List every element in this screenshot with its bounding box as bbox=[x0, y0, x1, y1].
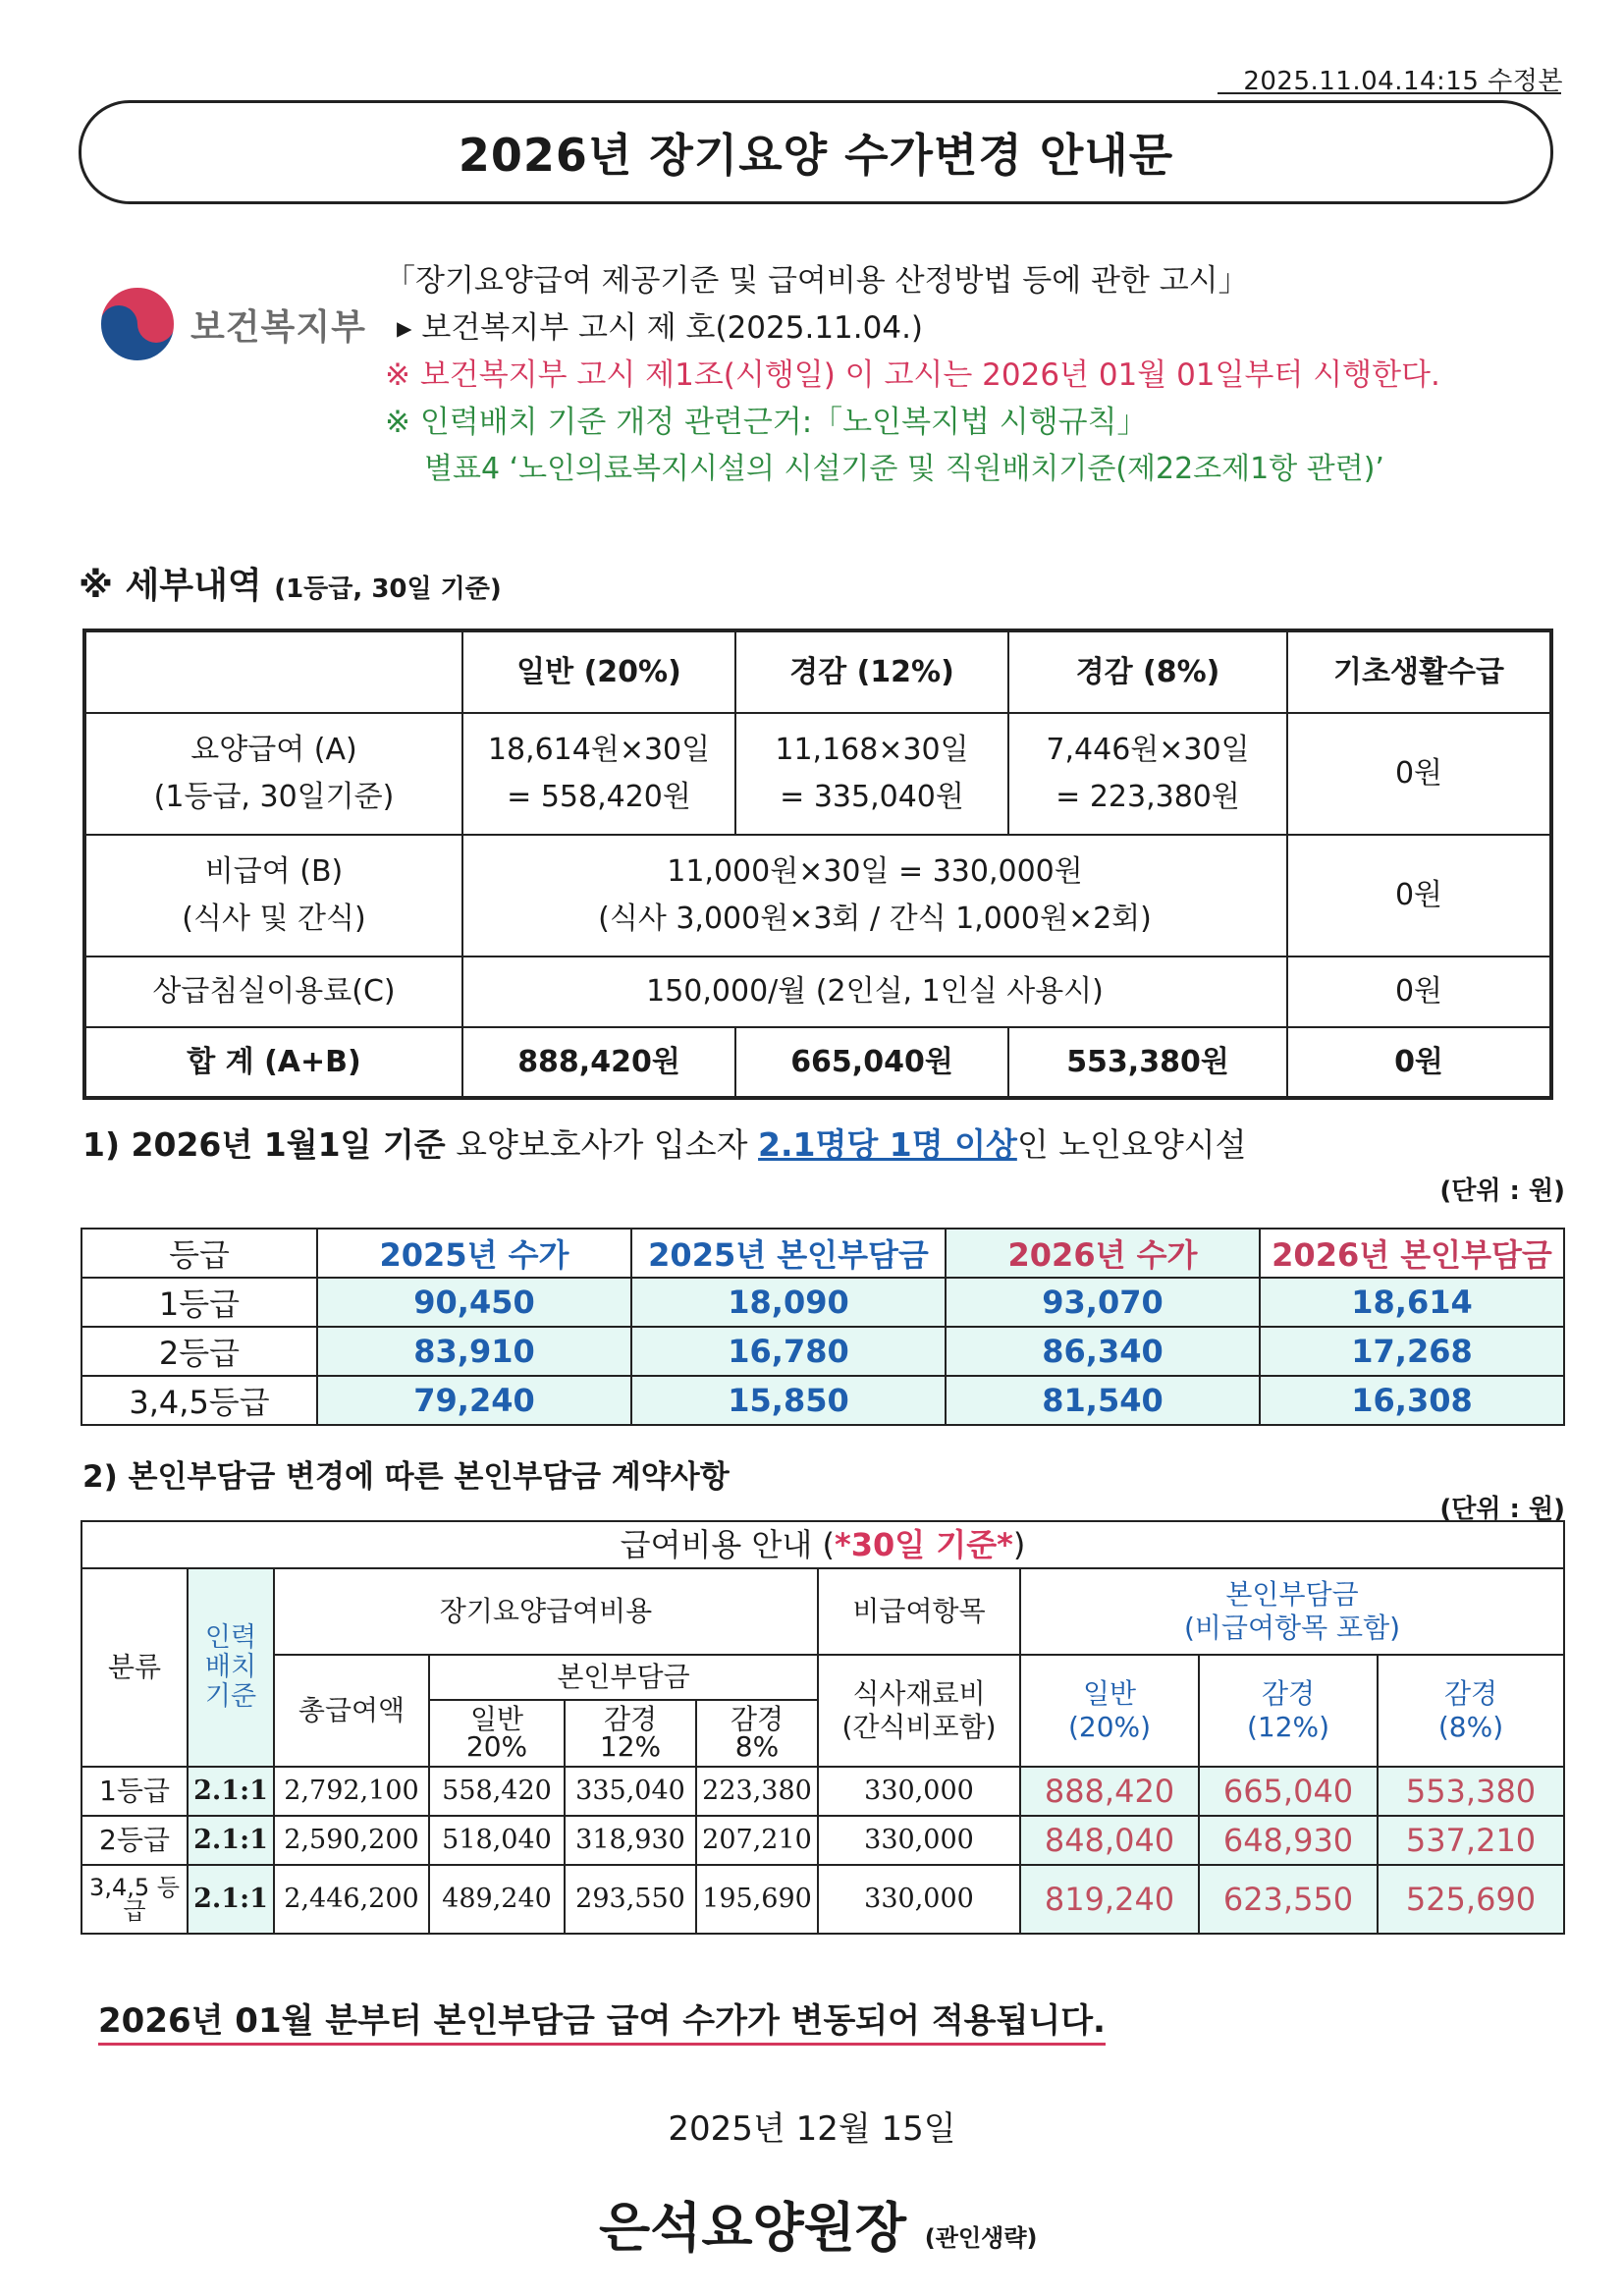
page-title: 2026년 장기요양 수가변경 안내문 bbox=[458, 129, 1174, 182]
taegeuk-icon bbox=[98, 285, 177, 363]
divider bbox=[1218, 92, 1561, 94]
table-header: 장기요양급여비용 bbox=[274, 1568, 818, 1655]
table-row bbox=[81, 1816, 1564, 1865]
cell: 86,340 bbox=[946, 1327, 1260, 1376]
table-header: 2025년 수가 bbox=[317, 1229, 631, 1278]
cell: 623,550 bbox=[1199, 1865, 1378, 1934]
table-header: 2026년 본인부담금 bbox=[1260, 1229, 1564, 1278]
cell: 648,930 bbox=[1199, 1816, 1378, 1865]
cell: 888,420원 bbox=[462, 1027, 735, 1098]
cell: 330,000 bbox=[818, 1816, 1020, 1865]
table-row bbox=[81, 1767, 1564, 1816]
cell: 293,550 bbox=[565, 1865, 696, 1934]
row-label: 상급침실이용료(C) bbox=[84, 957, 462, 1027]
cell: 335,040 bbox=[565, 1767, 696, 1816]
fee-table bbox=[81, 1228, 1565, 1426]
cell: 0원 bbox=[1287, 713, 1551, 835]
table-header: 식사재료비 (간식비포함) bbox=[818, 1655, 1020, 1767]
table-row bbox=[84, 713, 1551, 835]
cell: 16,780 bbox=[631, 1327, 946, 1376]
cell: 2,792,100 bbox=[274, 1767, 429, 1816]
table-header: 2025년 본인부담금 bbox=[631, 1229, 946, 1278]
notice-line: ※ 보건복지부 고시 제1조(시행일) 이 고시는 2026년 01월 01일부터 시행한다. bbox=[385, 357, 1440, 393]
cell: 2.1:1 bbox=[188, 1865, 274, 1934]
cell: 207,210 bbox=[696, 1816, 818, 1865]
cell: 90,450 bbox=[317, 1278, 631, 1327]
title-box bbox=[79, 100, 1553, 204]
cell: 16,308 bbox=[1260, 1376, 1564, 1425]
cell: 11,168×30일 = 335,040원 bbox=[735, 713, 1008, 835]
ministry-logo bbox=[98, 285, 366, 363]
detail-heading-note: (1등급, 30일 기준) bbox=[274, 574, 502, 604]
grade-cell: 1등급 bbox=[81, 1278, 317, 1327]
cell: 195,690 bbox=[696, 1865, 818, 1934]
cell: 79,240 bbox=[317, 1376, 631, 1425]
cell: 7,446원×30일 = 223,380원 bbox=[1008, 713, 1287, 835]
table-header: 기초생활수급 bbox=[1287, 630, 1551, 713]
table-header-row bbox=[81, 1229, 1564, 1278]
table-header: 등급 bbox=[81, 1229, 317, 1278]
cell: 2.1:1 bbox=[188, 1816, 274, 1865]
unit-label: (단위 : 원) bbox=[1439, 1495, 1565, 1524]
contract-table bbox=[81, 1520, 1565, 1935]
table-row bbox=[84, 835, 1551, 957]
cell: 0원 bbox=[1287, 957, 1551, 1027]
section2-heading: 2) 본인부담금 변경에 따른 본인부담금 계약사항 bbox=[82, 1459, 730, 1495]
cell: 665,040원 bbox=[735, 1027, 1008, 1098]
cell: 150,000/월 (2인실, 1인실 사용시) bbox=[462, 957, 1287, 1027]
table-row bbox=[81, 1327, 1564, 1376]
table-header: 비급여항목 bbox=[818, 1568, 1020, 1655]
cell: 223,380 bbox=[696, 1767, 818, 1816]
grade-cell: 1등급 bbox=[81, 1767, 188, 1816]
table-header: 일반 (20%) bbox=[462, 630, 735, 713]
table-header: 총급여액 bbox=[274, 1655, 429, 1767]
cell: 330,000 bbox=[818, 1865, 1020, 1934]
cell: 819,240 bbox=[1020, 1865, 1199, 1934]
grade-cell: 3,4,5등급 bbox=[81, 1376, 317, 1425]
row-label: 합 계 (A+B) bbox=[84, 1027, 462, 1098]
table-header: 경감 (12%) bbox=[735, 630, 1008, 713]
cell: 553,380원 bbox=[1008, 1027, 1287, 1098]
unit-label: (단위 : 원) bbox=[1439, 1176, 1565, 1206]
version-stamp: 2025.11.04.14:15 수정본 bbox=[1243, 67, 1563, 96]
table-header: 본인부담금 (비급여항목 포함) bbox=[1020, 1568, 1564, 1655]
cell: 553,380 bbox=[1378, 1767, 1564, 1816]
cell: 81,540 bbox=[946, 1376, 1260, 1425]
table-header: 감경 (12%) bbox=[1199, 1655, 1378, 1767]
table-header: 경감 (8%) bbox=[1008, 630, 1287, 713]
cell: 665,040 bbox=[1199, 1767, 1378, 1816]
total-row bbox=[84, 1027, 1551, 1098]
cell: 18,614 bbox=[1260, 1278, 1564, 1327]
table-header: 2026년 수가 bbox=[946, 1229, 1260, 1278]
cell: 537,210 bbox=[1378, 1816, 1564, 1865]
row-label: 비급여 (B) (식사 및 간식) bbox=[84, 835, 462, 957]
cell: 11,000원×30일 = 330,000원 (식사 3,000원×3회 / 간식 1,000원×2회) bbox=[462, 835, 1287, 957]
detail-heading-text: ※ 세부내역 bbox=[79, 566, 262, 606]
cell: 848,040 bbox=[1020, 1816, 1199, 1865]
notice-line: ▸ 보건복지부 고시 제 호(2025.11.04.) bbox=[397, 310, 924, 346]
cell: 318,930 bbox=[565, 1816, 696, 1865]
footer-note: 2026년 01월 분부터 본인부담금 급여 수가가 변동되어 적용됩니다. bbox=[98, 1994, 1106, 2042]
section1-heading: 1) 2026년 1월1일 기준 요양보호사가 입소자 2.1명당 1명 이상인 노인요양시설 bbox=[82, 1125, 1247, 1164]
grade-cell: 2등급 bbox=[81, 1816, 188, 1865]
table-header: 감경 8% bbox=[696, 1700, 818, 1767]
cell: 888,420 bbox=[1020, 1767, 1199, 1816]
table-row bbox=[84, 957, 1551, 1027]
signature: 은석요양원장 (관인생략) bbox=[599, 2197, 1038, 2259]
cell: 525,690 bbox=[1378, 1865, 1564, 1934]
cell: 330,000 bbox=[818, 1767, 1020, 1816]
table-caption: 급여비용 안내 (*30일 기준*) bbox=[81, 1521, 1564, 1568]
table-header: 본인부담금 bbox=[429, 1655, 818, 1700]
notice-line: 별표4 ‘노인의료복지시설의 시설기준 및 직원배치기준(제22조제1항 관련)’ bbox=[424, 452, 1384, 486]
detail-heading bbox=[79, 558, 502, 608]
table-header bbox=[84, 630, 462, 713]
cell: 15,850 bbox=[631, 1376, 946, 1425]
cell: 489,240 bbox=[429, 1865, 565, 1934]
notice-line: ※ 인력배치 기준 개정 관련근거:「노인복지법 시행규칙」 bbox=[385, 405, 1148, 440]
table-header: 감경 (8%) bbox=[1378, 1655, 1564, 1767]
table-header: 감경 12% bbox=[565, 1700, 696, 1767]
cell: 83,910 bbox=[317, 1327, 631, 1376]
table-header: 일반 (20%) bbox=[1020, 1655, 1199, 1767]
cell: 17,268 bbox=[1260, 1327, 1564, 1376]
table-row bbox=[81, 1278, 1564, 1327]
cell: 2,446,200 bbox=[274, 1865, 429, 1934]
cell: 2.1:1 bbox=[188, 1767, 274, 1816]
cell: 2,590,200 bbox=[274, 1816, 429, 1865]
cell: 558,420 bbox=[429, 1767, 565, 1816]
logo-text: 보건복지부 bbox=[190, 306, 366, 348]
table-row bbox=[81, 1865, 1564, 1934]
cell: 518,040 bbox=[429, 1816, 565, 1865]
grade-cell: 2등급 bbox=[81, 1327, 317, 1376]
row-label: 요양급여 (A) (1등급, 30일기준) bbox=[84, 713, 462, 835]
grade-cell: 3,4,5 등급 bbox=[81, 1865, 188, 1934]
detail-table bbox=[82, 629, 1553, 1100]
table-header: 인력 배치 기준 bbox=[188, 1568, 274, 1767]
table-header: 분류 bbox=[81, 1568, 188, 1767]
notice-block bbox=[385, 257, 1440, 493]
cell: 0원 bbox=[1287, 835, 1551, 957]
cell: 93,070 bbox=[946, 1278, 1260, 1327]
cell: 18,614원×30일 = 558,420원 bbox=[462, 713, 735, 835]
cell: 0원 bbox=[1287, 1027, 1551, 1098]
table-header: 일반 20% bbox=[429, 1700, 565, 1767]
cell: 18,090 bbox=[631, 1278, 946, 1327]
notice-line: 「장기요양급여 제공기준 및 급여비용 산정방법 등에 관한 고시」 bbox=[385, 263, 1249, 299]
issue-date: 2025년 12월 15일 bbox=[668, 2109, 956, 2149]
table-row bbox=[81, 1376, 1564, 1425]
